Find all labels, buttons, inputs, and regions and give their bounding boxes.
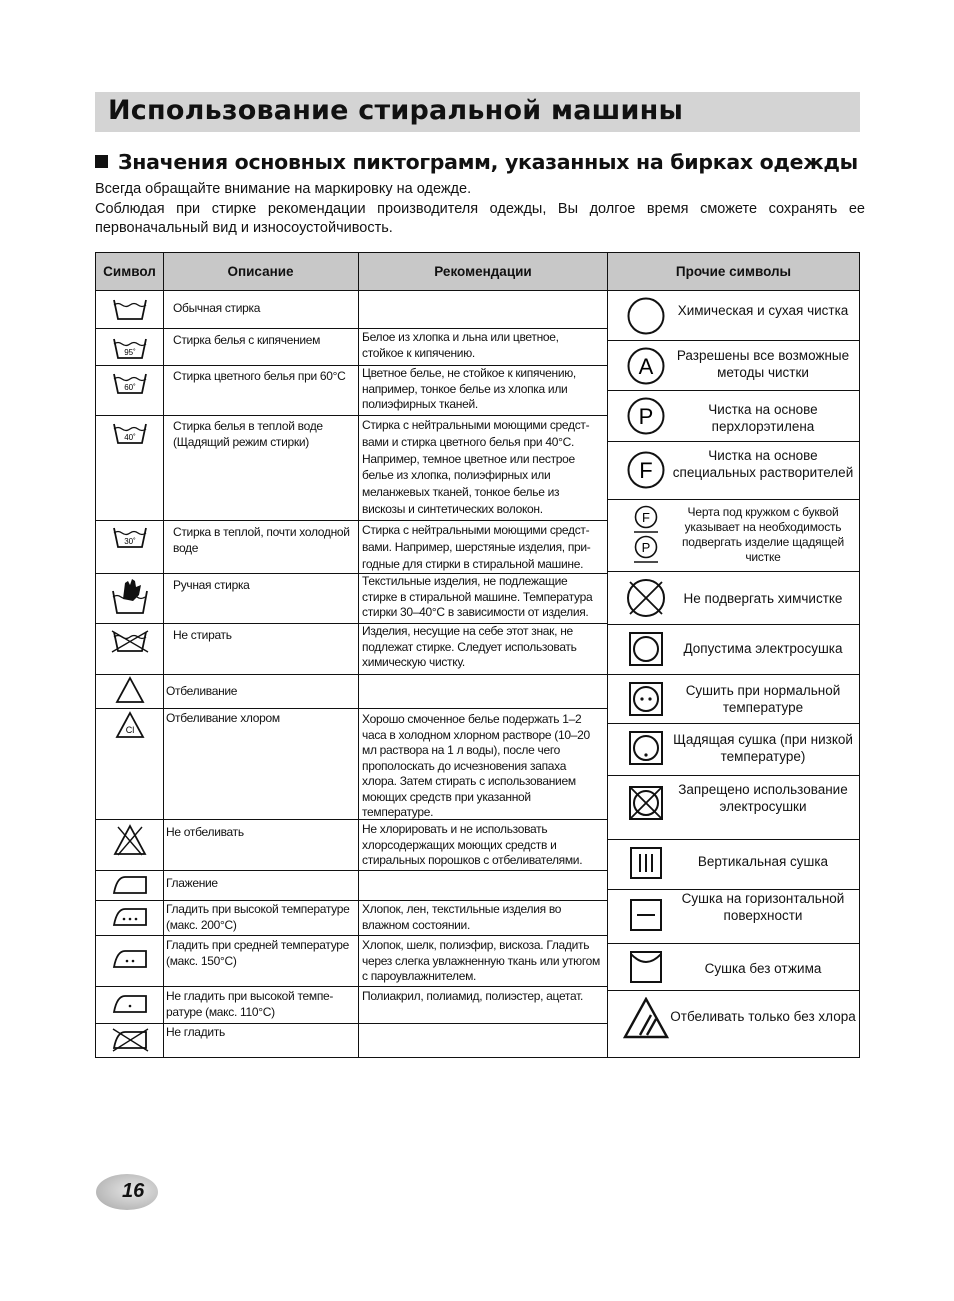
- rec-hand-wash: Текстильные изделия, не подлежащие стирке в стиральной машине. Температура стирки 30–40°С в зависимости от изделия.: [362, 574, 593, 619]
- text-drip-dry: Вертикальная сушка: [697, 854, 829, 869]
- text-no-wring: Сушка без отжима: [704, 961, 822, 976]
- rec-chlorine-bleach: Хорошо смоченное белье подержать 1–2 часа в холодном хлорном растворе (10–20 мл раствора на 1 л воды), после чего прополоскать до исчезновения запаха хлора. Затем стирать с использованием моющих средств при указанной температуре.: [362, 712, 590, 819]
- desc-cool-wash: Стирка в теплой, почти холодной воде: [173, 525, 350, 555]
- page-title: Использование стиральной машины: [108, 95, 684, 126]
- symbols-table: [95, 252, 608, 1058]
- text-perchloroethylene: Чистка на основе перхлорэтилена: [708, 402, 818, 434]
- do-not-wash-icon: [96, 629, 163, 653]
- rec-iron-high: Хлопок, лен, текстильные изделия во влажном состоянии.: [362, 902, 562, 932]
- text-dry-flat: Сушка на горизонтальной поверхности: [681, 891, 845, 923]
- bullet-square-icon: [95, 155, 108, 168]
- wash-40-icon: [96, 421, 163, 445]
- wash-30-icon: [96, 525, 163, 549]
- wash-temp-label: 95˚: [123, 348, 136, 357]
- rec-iron-medium: Хлопок, шелк, полиэфир, вискоза. Гладить через слегка увлажненную ткань или утюгом с пароувлажнителем.: [362, 938, 600, 983]
- section-heading: [95, 150, 858, 174]
- rec-cool-wash: Стирка с нейтральными моющими средст- вами. Например, шерстяные изделия, при- годные для стирки в стиральной машине.: [362, 523, 591, 571]
- iron-medium-icon: [96, 947, 163, 971]
- text-dry-clean: Химическая и сухая чистка: [677, 303, 849, 318]
- text-gentle-clean: Черта под кружком с буквой указывает на необходимость подвергать изделие щадящей чистке: [682, 505, 844, 564]
- rec-no-bleach: Не хлорировать и не использовать хлорсодержащих моющих средств и стиральных порошков с отбеливателями.: [362, 822, 583, 867]
- text-no-dry-clean: Не подвергать химчистке: [683, 591, 843, 606]
- intro-text: [95, 180, 865, 239]
- wash-temp-label: 30˚: [123, 537, 136, 546]
- wash-temp-label: 60˚: [123, 383, 136, 392]
- section-title: Значения основных пиктограмм, указанных на бирках одежды: [118, 150, 858, 174]
- text-dry-normal: Сушить при нормальной температуре: [685, 683, 841, 715]
- text-dry-low: Щадящая сушка (при низкой температуре): [673, 732, 853, 764]
- other-symbols-table: [607, 252, 860, 1058]
- intro-line-1: Всегда обращайте внимание на маркировку на одежде.: [95, 181, 472, 197]
- dry-clean-letter: P: [641, 540, 651, 555]
- iron-low-icon: [96, 992, 163, 1016]
- rec-do-not-wash: Изделия, несущие на себе этот знак, не подлежат стирке. Следует использовать химическую чистку.: [362, 624, 577, 669]
- desc-do-not-iron: Не гладить: [166, 1025, 225, 1039]
- do-not-iron-icon: [96, 1027, 163, 1053]
- wash-60-icon: [96, 371, 163, 395]
- chlorine-label: Cl: [125, 725, 134, 735]
- text-tumble-dry: Допустима электросушка: [683, 641, 843, 656]
- page-number-badge: [96, 1174, 158, 1210]
- desc-iron-low: Не гладить при высокой темпе- ратуре (макс. 110°С): [166, 989, 334, 1019]
- dry-clean-letter: F: [639, 458, 653, 483]
- header-other-symbols: Прочие символы: [608, 253, 859, 291]
- desc-do-not-wash: Не стирать: [173, 628, 232, 642]
- text-all-methods: Разрешены все возможные методы чистки: [676, 348, 850, 380]
- no-bleach-icon: [96, 823, 163, 857]
- header-description: Описание: [163, 253, 358, 291]
- iron-high-icon: [96, 905, 163, 929]
- hand-wash-icon: [96, 575, 163, 617]
- chlorine-bleach-icon: [96, 711, 163, 739]
- rec-color-60: Цветное белье, не стойкое к кипячению, например, тонкое белье из хлопка или полиэфирных тканей.: [362, 366, 576, 411]
- rec-boil-wash: Белое из хлопка и льна или цветное, стойкое к кипячению.: [362, 330, 559, 360]
- desc-color-60: Стирка цветного белья при 60°C: [173, 369, 346, 383]
- rec-warm-wash: Стирка с нейтральными моющими средст- вами и стирка цветного белья при 40°С. Например, темное цветное или пестрое белье из хлопка, полиэфирных или меланжевых тканей, тонкое белье из вискозы и синтетических волокон.: [362, 418, 590, 516]
- desc-warm-wash: Стирка белья в теплой воде (Щадящий режим стирки): [173, 419, 323, 449]
- desc-no-bleach: Не отбеливать: [166, 825, 244, 839]
- intro-line-2: Соблюдая при стирке рекомендации производителя одежды, Вы долгое время сможете сохранять ее первоначальный вид и износоустойчивость.: [95, 200, 865, 236]
- desc-chlorine-bleach: Отбеливание хлором: [166, 711, 280, 725]
- desc-boil-wash: Стирка белья с кипячением: [173, 333, 321, 347]
- title-bar: [95, 92, 860, 132]
- desc-iron: Глажение: [166, 876, 218, 890]
- text-non-chlorine-bleach: Отбеливать только без хлора: [670, 1009, 856, 1024]
- desc-iron-high: Гладить при высокой температуре (макс. 200°С): [166, 902, 350, 932]
- header-symbol: Символ: [96, 253, 163, 291]
- wash-tub-icon: [96, 297, 163, 321]
- desc-iron-medium: Гладить при средней температуре (макс. 150°С): [166, 938, 350, 968]
- rec-iron-low: Полиакрил, полиамид, полиэстер, ацетат.: [362, 989, 583, 1003]
- text-no-tumble-dry: Запрещено использование электросушки: [678, 782, 848, 814]
- text-special-solvents: Чистка на основе специальных растворителей: [672, 448, 854, 480]
- dry-clean-letter: P: [638, 404, 654, 429]
- dry-clean-letter: F: [642, 510, 650, 525]
- iron-icon: [96, 873, 163, 897]
- desc-normal-wash: Обычная стирка: [173, 301, 261, 315]
- dry-clean-letter: A: [638, 354, 654, 379]
- bleach-icon: [96, 676, 163, 704]
- desc-hand-wash: Ручная стирка: [173, 578, 250, 592]
- header-recommendations: Рекомендации: [358, 253, 608, 291]
- wash-temp-label: 40˚: [123, 433, 136, 442]
- page-number: 16: [122, 1180, 145, 1202]
- desc-bleach: Отбеливание: [166, 684, 238, 698]
- wash-95-icon: [96, 336, 163, 360]
